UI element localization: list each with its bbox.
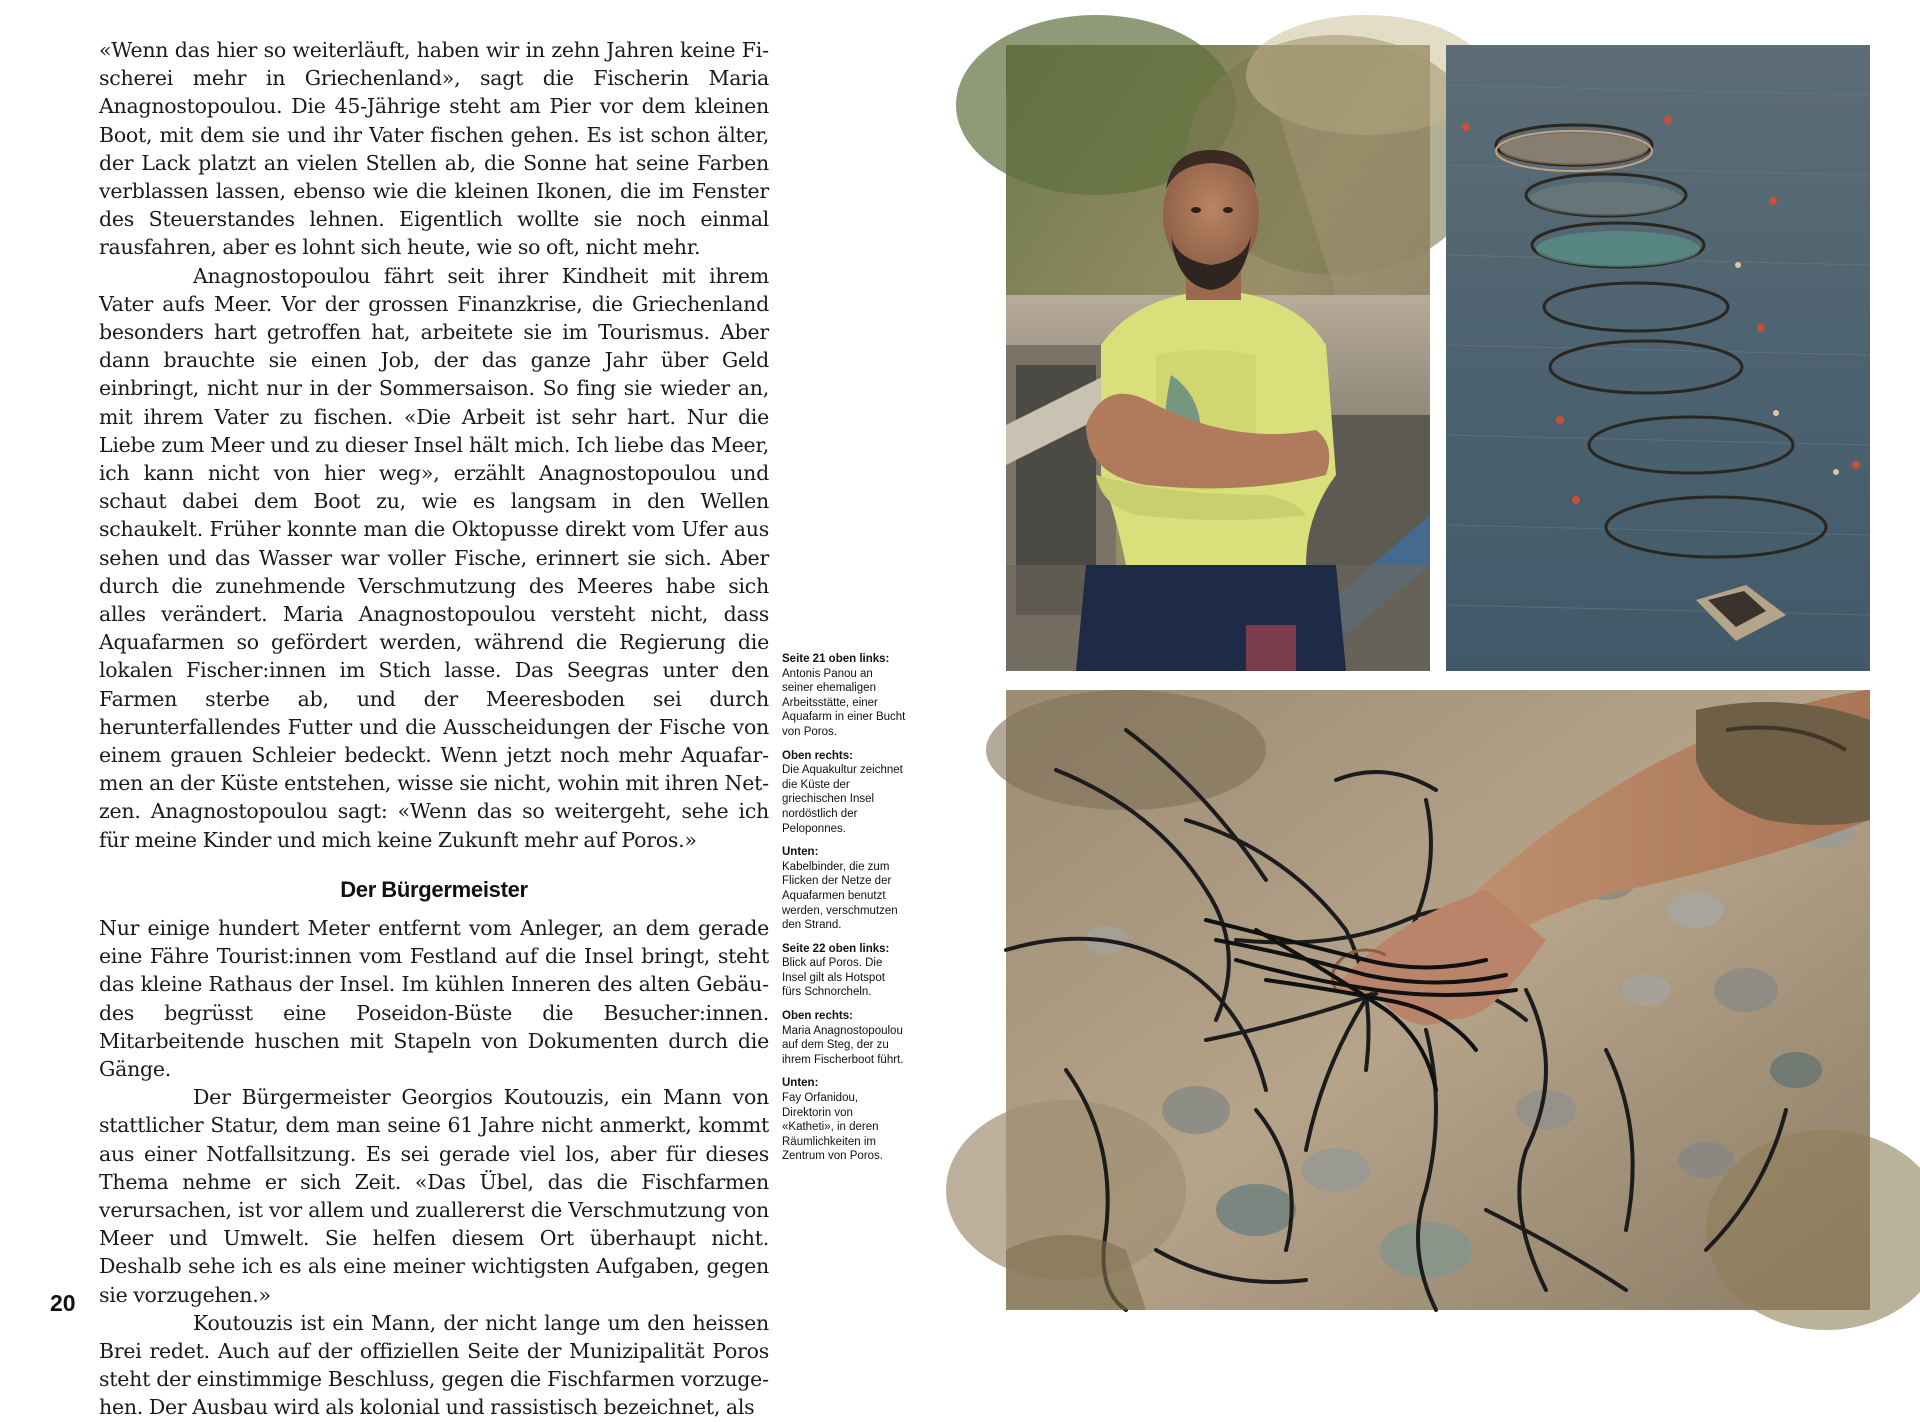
caption-text: Die Aquakultur zeichnet die Küste der griechischen Insel nordöstlich der Peloponnes. (782, 764, 903, 835)
caption-heading: Oben rechts: (782, 1010, 853, 1023)
photo-captions (782, 652, 906, 1173)
article-body (99, 36, 769, 1422)
photo-cable-ties (1006, 690, 1870, 1310)
photo-fish-farm (1446, 45, 1870, 671)
caption-text: Fay Orfanidou, Direktorin von «Katheti», in deren Räumlichkeiten im Zentrum von Poros. (782, 1092, 883, 1163)
portrait-man-image (1006, 45, 1430, 671)
article-paragraph: Nur einige hundert Meter entfernt vom Anleger, an dem gerade eine Fähre Tourist:innen vom Festland auf die Insel bringt, steht das kleine Rathaus der Insel. Im kühlen Inneren des alten Gebäudes begrüsst eine Poseidon-Büste die Besucher:innen. Mitarbeitende huschen mit Stapeln von Dokumenten durch die Gänge. (99, 915, 769, 1081)
page-number: 20 (50, 1290, 76, 1316)
article-paragraph: Der Bürgermeister Georgios Koutouzis, ein Mann von stattlicher Statur, dem man seine 61 Jahre nicht anmerkt, kommt aus einer Notfallsitzung. Es sei gerade viel los, aber für dieses Thema nehme er sich Zeit. «Das Übel, das die Fischfarmen verursachen, ist vor allem und zuallererst die Verschmutzung von Meer und Umwelt. Sie helfen diesem Ort überhaupt nicht. Deshalb sehe ich es als eine meiner wichtigsten Aufgaben, gegen sie vorzugehen.» (99, 1085, 769, 1307)
fish-farm-image (1446, 45, 1870, 671)
caption-text: Maria Anagnostopoulou auf dem Steg, der zu ihrem Fischerboot führt. (782, 1024, 904, 1066)
caption-heading: Seite 21 oben links: (782, 653, 890, 665)
caption (782, 942, 906, 1000)
article-subheading: Der Bürgermeister (340, 876, 528, 902)
photo-portrait-man (1006, 45, 1430, 671)
caption-text: Antonis Panou an seiner ehemaligen Arbeitsstätte, einer Aquafarm in einer Bucht von Poros. (782, 667, 906, 738)
article-paragraph: «Wenn das hier so weiterläuft, haben wir in zehn Jahren keine Fischerei mehr in Griechenland», sagt die Fischerin Maria Anagnostopoulou. Die 45-Jährige steht am Pier vor dem kleinen Boot, mit dem sie und ihr Vater fischen gehen. Es ist schon älter, der Lack platzt an vielen Stellen ab, die Sonne hat seine Farben verblassen lassen, ebenso wie die kleinen Ikonen, die im Fenster des Steuerstandes lehnen. Eigentlich wollte sie noch einmal rausfahren, aber es lohnt sich heute, wie so oft, nicht mehr. (99, 38, 769, 260)
caption-text: Kabelbinder, die zum Flicken der Netze der Aquafarmen benutzt werden, verschmutzen den Strand. (782, 860, 898, 932)
cable-ties-image (1006, 690, 1870, 1310)
caption-text: Blick auf Poros. Die Insel gilt als Hotspot fürs Schnorcheln. (782, 957, 885, 999)
caption (782, 1076, 906, 1164)
article-paragraph: Koutouzis ist ein Mann, der nicht lange um den heissen Brei redet. Auch auf der offiziellen Seite der Munizipalität Poros steht der einstimmige Beschluss, gegen die Fischfarmen vorzugehen. Der Ausbau wird als kolonial und rassistisch bezeichnet, als (99, 1310, 769, 1420)
caption-heading: Oben rechts: (782, 749, 853, 762)
caption (782, 749, 906, 837)
caption (782, 845, 906, 933)
caption-heading: Seite 22 oben links: (782, 942, 890, 955)
caption-heading: Unten: (782, 1077, 819, 1090)
caption (782, 652, 906, 740)
caption (782, 1009, 906, 1067)
caption-heading: Unten: (782, 846, 819, 859)
article-paragraph: Anagnostopoulou fährt seit ihrer Kindheit mit ihrem Vater aufs Meer. Vor der grossen Finanzkrise, die Griechenland besonders hart getroffen hat, arbeitete sie im Tourismus. Aber dann brauchte sie einen Job, der das ganze Jahr über Geld einbringt, nicht nur in der Sommersaison. So fing sie wieder an, mit ihrem Vater zu fischen. «Die Arbeit ist sehr hart. Nur die Liebe zum Meer und zu dieser Insel hält mich. Ich liebe das Meer, ich kann nicht von hier weg», erzählt Anagnostopoulou und schaut dabei dem Boot zu, wie es langsam in den Wellen schaukelt. Früher konnte man die Oktopusse direkt vom Ufer aus sehen und das Wasser war voller Fische, erinnert sie sich. Aber durch die zunehmende Verschmutzung des Meeres habe sich alles verändert. Maria Anagnostopoulou versteht nicht, dass Aquafarmen so gefördert werden, während die Regierung die lokalen Fischer:innen im Stich lasse. Das Seegras unter den Farmen sterbe ab, und der Meeresboden sei durch herunterfallendes Futter und die Ausscheidungen der Fische von einem grauen Schleier bedeckt. Wenn jetzt noch mehr Aquafarmen an der Küste entstehen, wisse sie nicht, wohin mit ihren Netzen. Anagnostopoulou sagt: «Wenn das so weitergeht, sehe ich für meine Kinder und mich keine Zukunft mehr auf Poros.» (99, 263, 769, 852)
